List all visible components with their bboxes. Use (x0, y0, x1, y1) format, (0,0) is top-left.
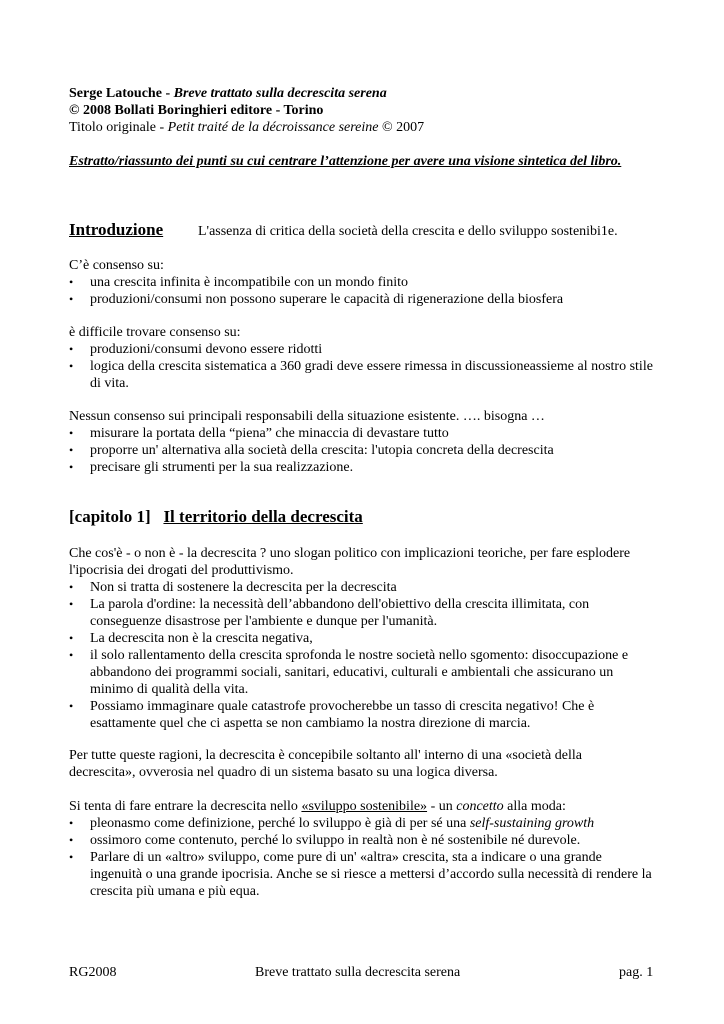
intro-heading: Introduzione (69, 220, 164, 239)
footer-center: Breve trattato sulla decrescita serena (255, 965, 461, 980)
list-item: • La decrescita non è la crescita negativa, (69, 630, 669, 647)
list-item: • proporre un' alternativa alla società della crescita: l'utopia concreta della decrescita (69, 442, 669, 459)
chapter1-paragraph-3: Si tenta di fare entrare la decrescita nello «sviluppo sostenibile» - un concetto alla moda: (69, 799, 566, 814)
chapter1-list-2-block (69, 815, 669, 900)
book-title: Breve trattato sulla decrescita serena (173, 86, 387, 101)
list-item: • una crescita infinita è incompatibile con un mondo finito (69, 274, 669, 291)
difficult-block (69, 324, 669, 392)
list-item: • Parlare di un «altro» sviluppo, come pure di un' «altra» crescita, sta a indicare o una grande ingenuità o una grande ipocrisia. Anche se si riesce a mettersi d’accordo sulla necessità di rendere la crescita più umana e più equa. (69, 849, 655, 900)
footer-page-number: pag. 1 (619, 965, 654, 980)
original-title: Petit traité de la décroissance sereine (167, 120, 379, 135)
intro-subtitle: L'assenza di critica della società della crescita e dello sviluppo sostenibi1e. (198, 224, 618, 239)
author: Serge Latouche (69, 86, 162, 101)
chapter1-list-2 (69, 815, 669, 900)
list-item: • il solo rallentamento della crescita sprofonda le nostre società nello sgomento: disoccupazione e abbandono dei programmi sociali, sanitari, educativi, culturali e ambientali che assicurano un minimo di qualità della vita. (69, 647, 660, 698)
list-item: • Possiamo immaginare quale catastrofe provocherebbe un tasso di crescita negativo! Che è esattamente quel che ci aspetta se non cambiamo la nostra direzione di marcia. (69, 698, 655, 732)
list-item: • logica della crescita sistematica a 360 gradi deve essere rimessa in discussioneassieme al nostro stile di vita. (69, 358, 655, 392)
consensus-list (69, 274, 669, 308)
difficult-list (69, 341, 669, 392)
difficult-label: è difficile trovare consenso su: (69, 325, 241, 340)
chapter1-label: [capitolo 1] (69, 507, 151, 526)
header-line-1: Serge Latouche - Breve trattato sulla decrescita serena (69, 86, 387, 101)
footer-left: RG2008 (69, 965, 117, 980)
chapter1-list-1-block (69, 579, 669, 732)
consensus-label: C’è consenso su: (69, 258, 164, 273)
no-consensus-block (69, 408, 669, 476)
chapter1-title: Il territorio della decrescita (163, 507, 363, 526)
extract-note: Estratto/riassunto dei punti su cui centrare l’attenzione per avere una visione sintetica del libro. (69, 154, 622, 169)
chapter1-heading (69, 508, 363, 525)
consensus-block (69, 257, 669, 308)
list-item: • produzioni/consumi devono essere ridotti (69, 341, 669, 358)
chapter1-paragraph-2: Per tutte queste ragioni, la decrescita è concepibile soltanto all' interno di una «società della decrescita», ovverosia nel quadro di un sistema basato su una logica diversa. (69, 748, 582, 780)
header-block (69, 85, 669, 136)
list-item: • misurare la portata della “piena” che minaccia di devastare tutto (69, 425, 669, 442)
list-item: • Non si tratta di sostenere la decrescita per la decrescita (69, 579, 669, 596)
list-item: • La parola d'ordine: la necessità dell’abbandono dell'obiettivo della crescita illimitata, con conseguenze disastrose per l'ambiente e dunque per l'umanità. (69, 596, 650, 630)
chapter1-intro-paragraph: Che cos'è - o non è - la decrescita ? uno slogan politico con implicazioni teoriche, per fare esplodere l'ipocrisia dei drogati del produttivismo. (69, 546, 631, 578)
copyright-line: © 2008 Bollati Boringhieri editore - Torino (69, 103, 324, 118)
original-title-line: Titolo originale - Petit traité de la décroissance sereine © 2007 (69, 120, 425, 135)
list-item: • ossimoro come contenuto, perché lo sviluppo in realtà non è né sostenibile né durevole. (69, 832, 669, 849)
chapter1-list-1 (69, 579, 669, 732)
list-item: • pleonasmo come definizione, perché lo sviluppo è già di per sé una self-sustaining growth (69, 815, 669, 832)
sustainable-development-term: «sviluppo sostenibile» (301, 799, 428, 814)
no-consensus-list (69, 425, 669, 476)
list-item: • produzioni/consumi non possono superare le capacità di rigenerazione della biosfera (69, 291, 669, 308)
no-consensus-label: Nessun consenso sui principali responsabili della situazione esistente. …. bisogna … (69, 409, 545, 424)
list-item: • precisare gli strumenti per la sua realizzazione. (69, 459, 669, 476)
